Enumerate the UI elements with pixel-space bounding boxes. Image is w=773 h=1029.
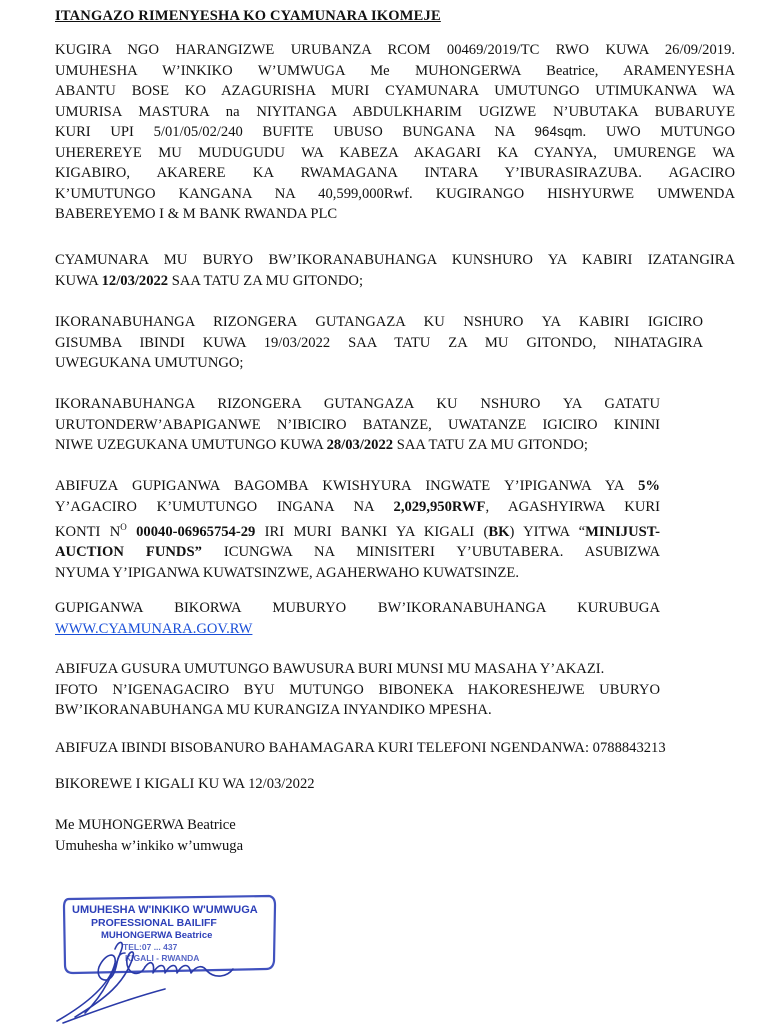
text-span: IRI MURI BANKI YA KIGALI ( [255, 523, 489, 540]
stamp-line-1: UMUHESHA W'INKIKO W'UMWUGA [72, 904, 258, 916]
text-span: ) YITWA “ [509, 523, 586, 540]
account-name-part1: MINIJUST- [585, 523, 661, 540]
stamp-line-4: TEL:07 ... 437 [123, 942, 178, 952]
stamp-line-5: KIGALI - RWANDA [125, 953, 200, 963]
text-span: SAA TATU ZA MU GITONDO; [168, 272, 364, 289]
text-line [55, 476, 660, 497]
signature-block [55, 815, 735, 856]
paragraph-website [55, 598, 660, 639]
text-line: BIKOREWE I KIGALI KU WA 12/03/2022 [55, 776, 315, 792]
stamp-line-2: PROFESSIONAL BAILIFF [91, 917, 217, 929]
text-span: . UWO MUTUNGO [582, 124, 735, 140]
paragraph-contact [55, 738, 735, 759]
website-link[interactable]: WWW.CYAMUNARA.GOV.RW [55, 620, 253, 637]
text-line: IKORANABUHANGA RIZONGERA GUTANGAZA KU NSHURO YA GATATU [55, 396, 660, 412]
text-line: KUGIRA NGO HARANGIZWE URUBANZA RCOM 00469/2019/TC RWO KUWA 26/09/2019. [55, 42, 735, 58]
text-line: ABIFUZA GUSURA UMUTUNGO BAWUSURA BURI MUNSI MU MASAHA Y’AKAZI. [55, 661, 605, 677]
text-span: KUWA [55, 272, 102, 289]
paragraph-place-date [55, 774, 735, 795]
start-date: 12/03/2022 [101, 272, 169, 289]
text-line: UMURISA MASTURA na NIYITANGA ABDULKHARIM UGIZWE N’UBUTAKA BUBARUYE [55, 103, 735, 120]
text-span: KURI UPI 5/01/05/02/240 BUFITE UBUSO BUNGANA NA [55, 124, 535, 140]
paragraph-intro [55, 40, 735, 225]
text-line: K’UMUTUNGO KANGANA NA 40,599,000Rwf. KUGIRANGO HISHYURWE UMWENDA [55, 185, 735, 202]
text-line [55, 497, 660, 518]
text-span: KONTI N [55, 523, 121, 540]
text-line: GISUMBA IBINDI KUWA 19/03/2022 SAA TATU ZA MU GITONDO, NIHATAGIRA [55, 334, 703, 351]
text-line: CYAMUNARA MU BURYO BW’IKORANABUHANGA KUNSHURO YA KABIRI IZATANGIRA [55, 252, 735, 268]
text-line [55, 122, 735, 143]
signer-role: Umuhesha w’inkiko w’umwuga [55, 837, 244, 854]
superscript: O [120, 522, 127, 532]
paragraph-third-announcement [55, 394, 660, 456]
stamp-line-3: MUHONGERWA Beatrice [101, 930, 213, 941]
text-line [55, 271, 735, 292]
deposit-amount: 2,029,950RWF [393, 498, 486, 515]
text-line: BW’IKORANABUHANGA MU KURANGIZA INYANDIKO MPESHA. [55, 702, 492, 718]
text-span: SAA TATU ZA MU GITONDO; [393, 437, 588, 453]
text-span: , AGASHYIRWA KURI [485, 498, 660, 515]
text-line: UHEREREYE MU MUDUGUDU WA KABEZA AKAGARI KA CYANYA, UMURENGE WA [55, 144, 735, 161]
signer-name: Me MUHONGERWA Beatrice [55, 817, 236, 833]
text-span: NIWE UZEGUKANA UMUTUNGO KUWA [55, 437, 327, 453]
area-value: 964sqm [534, 124, 583, 139]
text-line: NYUMA Y’IPIGANWA KUWATSINZWE, AGAHERWAHO KUWATSINZE. [55, 564, 519, 581]
account-name-part2: AUCTION FUNDS” [55, 544, 202, 561]
text-line: GUPIGANWA BIKORWA MUBURYO BW’IKORANABUHANGA KURUBUGA [55, 600, 660, 616]
text-line [55, 542, 660, 563]
text-span: ICUNGWA NA MINISITERI Y’UBUTABERA. ASUBIZWA [201, 544, 660, 561]
text-line: UMUHESHA W’INKIKO W’UMWUGA Me MUHONGERWA Beatrice, ARAMENYESHA [55, 62, 735, 79]
text-line [55, 435, 660, 456]
text-line [55, 619, 660, 640]
text-line: KIGABIRO, AKARERE KA RWAMAGANA INTARA Y’IBURASIRAZUBA. AGACIRO [55, 165, 735, 181]
text-line: IKORANABUHANGA RIZONGERA GUTANGAZA KU NSHURO YA KABIRI IGICIRO [55, 314, 703, 330]
bank-abbrev: BK [488, 523, 510, 540]
text-line: BABEREYEMO I & M BANK RWANDA PLC [55, 206, 338, 222]
paragraph-deposit [55, 476, 660, 583]
text-line: URUTONDERW’ABAPIGANWE N’IBICIRO BATANZE, UWATANZE IGICIRO KININI [55, 416, 660, 433]
text-line: UWEGUKANA UMUTUNGO; [55, 355, 244, 371]
document-title: ITANGAZO RIMENYESHA KO CYAMUNARA IKOMEJE [55, 8, 441, 24]
text-line: ABANTU BOSE KO AZAGURISHA MURI CYAMUNARA UMUTUNGO UTIMUKANWA WA [55, 83, 735, 99]
paragraph-visit [55, 659, 660, 721]
official-stamp [55, 893, 285, 1024]
account-number: 00040-06965754-29 [136, 523, 256, 540]
deposit-percent: 5% [638, 478, 660, 494]
text-line: ABIFUZA IBINDI BISOBANURO BAHAMAGARA KURI TELEFONI NGENDANWA: 0788843213 [55, 740, 666, 756]
paragraph-auction-start [55, 250, 735, 291]
final-date: 28/03/2022 [326, 437, 394, 453]
text-line: IFOTO N’IGENAGACIRO BYU MUTUNGO BIBONEKA HAKORESHEJWE UBURYO [55, 681, 660, 698]
text-span [127, 524, 136, 540]
paragraph-second-announcement [55, 312, 703, 374]
text-span: Y’AGACIRO K’UMUTUNGO INGANA NA [55, 498, 394, 515]
text-line [55, 517, 660, 542]
text-span: ABIFUZA GUPIGANWA BAGOMBA KWISHYURA INGWATE Y’IPIGANWA YA [55, 478, 639, 494]
